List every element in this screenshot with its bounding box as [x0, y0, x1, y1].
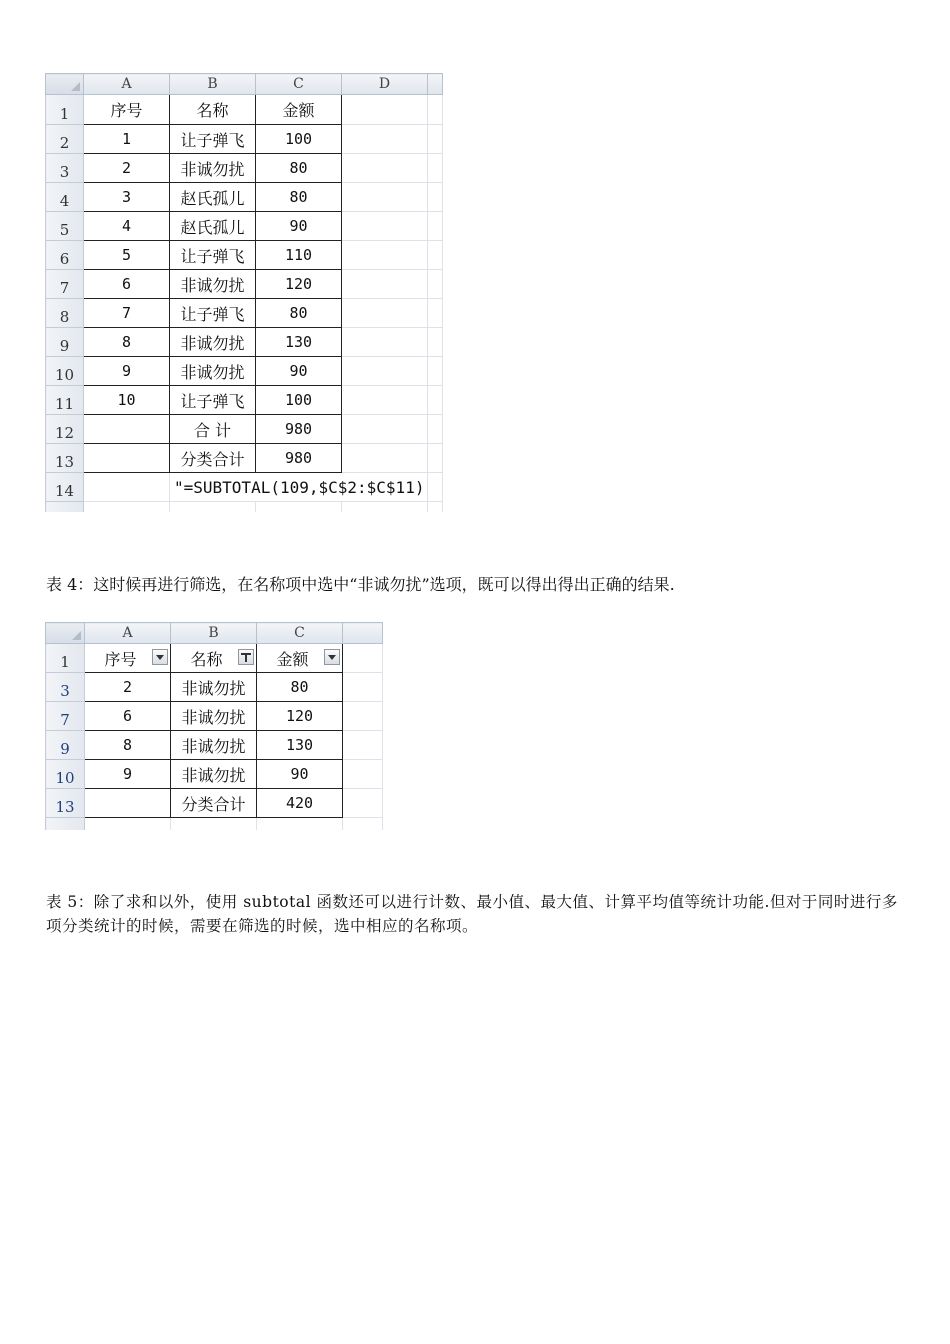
- cell-seq[interactable]: 1: [84, 125, 170, 154]
- empty-cell[interactable]: [342, 95, 428, 125]
- filter-dropdown-icon[interactable]: [324, 649, 340, 665]
- row-header[interactable]: 10: [46, 760, 85, 789]
- cell-seq[interactable]: [84, 415, 170, 444]
- select-all-corner[interactable]: [46, 74, 84, 95]
- column-header-b[interactable]: B: [170, 74, 256, 95]
- cell-amount[interactable]: 90: [256, 357, 342, 386]
- cell-name[interactable]: 赵氏孤儿: [170, 183, 256, 212]
- cell-amount[interactable]: 980: [256, 415, 342, 444]
- select-all-corner[interactable]: [46, 623, 85, 644]
- empty-cell[interactable]: [343, 702, 383, 731]
- cell-seq[interactable]: 2: [84, 154, 170, 183]
- empty-cell[interactable]: [342, 415, 428, 444]
- table-row: [46, 154, 443, 183]
- cell-seq[interactable]: 4: [84, 212, 170, 241]
- row-header-partial[interactable]: [46, 502, 84, 512]
- table-row: [46, 731, 383, 760]
- empty-cell[interactable]: [342, 386, 428, 415]
- cell-amount[interactable]: 100: [256, 125, 342, 154]
- table-1-body: [46, 95, 443, 512]
- cell-name[interactable]: 让子弹飞: [170, 386, 256, 415]
- cell-name[interactable]: 分类合计: [171, 789, 257, 818]
- cell-amount[interactable]: 80: [256, 183, 342, 212]
- cell-name[interactable]: 赵氏孤儿: [170, 212, 256, 241]
- cell-amount[interactable]: 金额: [256, 95, 342, 125]
- table-2-body: [46, 673, 383, 830]
- caption-table-5: 表 5：除了求和以外，使用 subtotal 函数还可以进行计数、最小值、最大值、计算平均值等统计功能.但对于同时进行多项分类统计的时候，需要在筛选的时候，选中相应的名称项。: [46, 893, 898, 935]
- column-header-c[interactable]: C: [256, 74, 342, 95]
- empty-cell[interactable]: [342, 270, 428, 299]
- row-header[interactable]: 1: [46, 95, 84, 125]
- row-header[interactable]: 2: [46, 125, 84, 154]
- column-header-a[interactable]: A: [84, 74, 170, 95]
- spreadsheet-table-2: [45, 622, 383, 830]
- empty-cell[interactable]: [428, 502, 443, 512]
- row-header[interactable]: 14: [46, 473, 84, 502]
- table-row: [46, 270, 443, 299]
- cell-seq[interactable]: 8: [85, 731, 171, 760]
- row-header-partial[interactable]: [46, 818, 85, 830]
- cell-name[interactable]: 非诚勿扰: [171, 702, 257, 731]
- header-label: 序号: [104, 649, 137, 669]
- cell-amount[interactable]: 120: [257, 702, 343, 731]
- cell-name[interactable]: 合 计: [170, 415, 256, 444]
- empty-cell[interactable]: [428, 241, 443, 270]
- cell-amount[interactable]: 80: [256, 299, 342, 328]
- empty-cell[interactable]: [342, 154, 428, 183]
- empty-cell[interactable]: [342, 183, 428, 212]
- table-row: [46, 183, 443, 212]
- cell-seq[interactable]: 6: [85, 702, 171, 731]
- cell-name[interactable]: 非诚勿扰: [171, 673, 257, 702]
- table-row: [46, 328, 443, 357]
- filter-active-icon[interactable]: [238, 649, 254, 665]
- row-header[interactable]: 4: [46, 183, 84, 212]
- cell-name[interactable]: 让子弹飞: [170, 241, 256, 270]
- cell-name[interactable]: 非诚勿扰: [170, 270, 256, 299]
- table-row: [46, 673, 383, 702]
- row-header[interactable]: 8: [46, 299, 84, 328]
- empty-cell[interactable]: [342, 212, 428, 241]
- cell-seq[interactable]: 9: [84, 357, 170, 386]
- empty-cell[interactable]: [343, 673, 383, 702]
- column-header-row: [46, 623, 383, 644]
- row-header[interactable]: 3: [46, 154, 84, 183]
- cell-name[interactable]: 非诚勿扰: [170, 357, 256, 386]
- cell-seq[interactable]: 10: [84, 386, 170, 415]
- empty-cell[interactable]: [428, 154, 443, 183]
- empty-cell[interactable]: [428, 386, 443, 415]
- empty-cell[interactable]: [342, 328, 428, 357]
- empty-cell[interactable]: [85, 818, 171, 830]
- header-label: 金额: [276, 649, 309, 669]
- empty-cell[interactable]: [428, 212, 443, 241]
- empty-cell[interactable]: [342, 357, 428, 386]
- row-header[interactable]: 11: [46, 386, 84, 415]
- row-header[interactable]: 7: [46, 270, 84, 299]
- column-header-row: [46, 74, 443, 95]
- row-header[interactable]: 6: [46, 241, 84, 270]
- empty-cell[interactable]: [428, 328, 443, 357]
- partial-row: [46, 502, 443, 512]
- empty-cell[interactable]: [343, 760, 383, 789]
- empty-cell[interactable]: [171, 818, 257, 830]
- empty-cell[interactable]: [343, 789, 383, 818]
- empty-cell[interactable]: [428, 473, 443, 502]
- table-row: [46, 789, 383, 818]
- empty-cell[interactable]: [84, 502, 170, 512]
- empty-cell[interactable]: [428, 270, 443, 299]
- caption-table-4: 表 4：这时候再进行筛选，在名称项中选中“非诚勿扰”选项，既可以得出得出正确的结果.: [46, 575, 675, 594]
- cell-seq[interactable]: [84, 444, 170, 473]
- cell-seq[interactable]: 8: [84, 328, 170, 357]
- cell-amount[interactable]: 100: [256, 386, 342, 415]
- spreadsheet-table-1: [45, 73, 443, 512]
- empty-cell[interactable]: [256, 502, 342, 512]
- formula-row: [46, 473, 443, 502]
- cell-name[interactable]: 让子弹飞: [170, 299, 256, 328]
- partial-row: [46, 818, 383, 830]
- empty-cell[interactable]: [84, 473, 170, 502]
- empty-cell[interactable]: [343, 644, 383, 673]
- cell-name[interactable]: 非诚勿扰: [170, 154, 256, 183]
- row-header[interactable]: 10: [46, 357, 84, 386]
- cell-name[interactable]: 非诚勿扰: [171, 731, 257, 760]
- cell-name[interactable]: 名称: [170, 95, 256, 125]
- cell-amount[interactable]: 980: [256, 444, 342, 473]
- row-header[interactable]: 9: [46, 328, 84, 357]
- cell-amount[interactable]: 80: [257, 673, 343, 702]
- cell-amount[interactable]: 110: [256, 241, 342, 270]
- cell-name[interactable]: 非诚勿扰: [171, 760, 257, 789]
- empty-cell[interactable]: [342, 241, 428, 270]
- cell-seq[interactable]: 6: [84, 270, 170, 299]
- empty-cell[interactable]: [428, 95, 443, 125]
- empty-cell[interactable]: [428, 183, 443, 212]
- cell-amount[interactable]: 130: [256, 328, 342, 357]
- cell-amount[interactable]: 130: [257, 731, 343, 760]
- cell-amount[interactable]: 90: [256, 212, 342, 241]
- table-row: [46, 95, 443, 125]
- cell-name[interactable]: 分类合计: [170, 444, 256, 473]
- empty-cell[interactable]: [342, 125, 428, 154]
- cell-amount[interactable]: 120: [256, 270, 342, 299]
- column-header-e-partial[interactable]: [428, 74, 443, 95]
- cell-name[interactable]: 让子弹飞: [170, 125, 256, 154]
- empty-cell[interactable]: [343, 818, 383, 830]
- empty-cell[interactable]: [428, 444, 443, 473]
- column-header-d[interactable]: D: [342, 74, 428, 95]
- row-header[interactable]: 7: [46, 702, 85, 731]
- column-header-c[interactable]: C: [257, 623, 343, 644]
- row-header[interactable]: 12: [46, 415, 84, 444]
- cell-seq[interactable]: 序号: [84, 95, 170, 125]
- header-cell-seq[interactable]: [85, 644, 171, 673]
- row-header[interactable]: 13: [46, 444, 84, 473]
- row-header[interactable]: 3: [46, 673, 85, 702]
- empty-cell[interactable]: [257, 818, 343, 830]
- empty-cell[interactable]: [342, 299, 428, 328]
- table-row: [46, 241, 443, 270]
- empty-cell[interactable]: [428, 299, 443, 328]
- table-row: [46, 125, 443, 154]
- cell-amount[interactable]: 420: [257, 789, 343, 818]
- table-row: [46, 299, 443, 328]
- row-header[interactable]: 13: [46, 789, 85, 818]
- row-header[interactable]: 5: [46, 212, 84, 241]
- empty-cell[interactable]: [428, 357, 443, 386]
- header-cell-name[interactable]: [171, 644, 257, 673]
- column-header-b[interactable]: B: [171, 623, 257, 644]
- column-header-d-partial[interactable]: [343, 623, 383, 644]
- cell-seq[interactable]: 7: [84, 299, 170, 328]
- header-cell-amount[interactable]: [257, 644, 343, 673]
- table-row: [46, 702, 383, 731]
- row-header[interactable]: 9: [46, 731, 85, 760]
- table-row: [46, 760, 383, 789]
- empty-cell[interactable]: [342, 444, 428, 473]
- table-row: [46, 444, 443, 473]
- cell-seq[interactable]: [85, 789, 171, 818]
- cell-seq[interactable]: 3: [84, 183, 170, 212]
- empty-cell[interactable]: [170, 502, 256, 512]
- filter-header-row: [46, 644, 383, 673]
- row-header[interactable]: 1: [46, 644, 85, 673]
- empty-cell[interactable]: [343, 731, 383, 760]
- cell-name[interactable]: 非诚勿扰: [170, 328, 256, 357]
- empty-cell[interactable]: [342, 502, 428, 512]
- table-row: [46, 415, 443, 444]
- cell-seq[interactable]: 9: [85, 760, 171, 789]
- column-header-a[interactable]: A: [85, 623, 171, 644]
- table-row: [46, 357, 443, 386]
- cell-amount[interactable]: 80: [256, 154, 342, 183]
- table-row: [46, 212, 443, 241]
- cell-seq[interactable]: 2: [85, 673, 171, 702]
- cell-amount[interactable]: 90: [257, 760, 343, 789]
- empty-cell[interactable]: [428, 125, 443, 154]
- header-label: 名称: [190, 649, 223, 669]
- formula-text[interactable]: "=SUBTOTAL(109,$C$2:$C$11): [170, 473, 428, 502]
- filter-dropdown-icon[interactable]: [152, 649, 168, 665]
- empty-cell[interactable]: [428, 415, 443, 444]
- table-row: [46, 386, 443, 415]
- cell-seq[interactable]: 5: [84, 241, 170, 270]
